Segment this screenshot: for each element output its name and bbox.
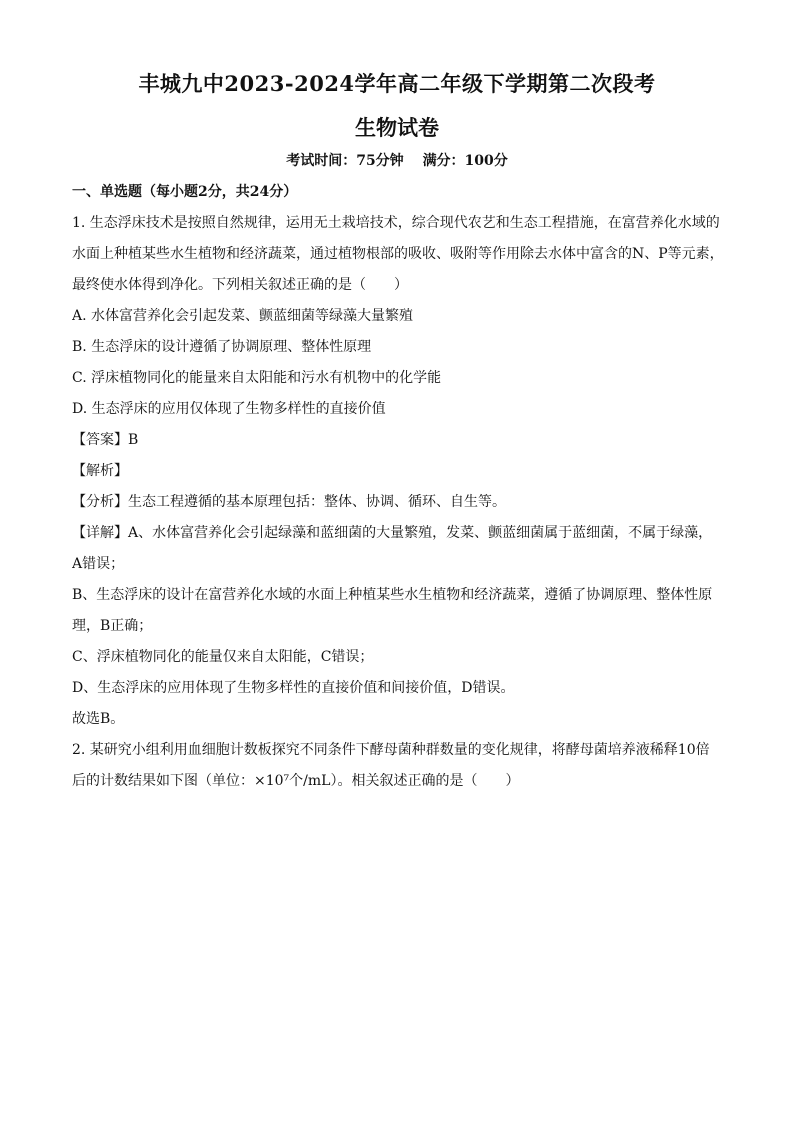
q1-option-b: B. 生态浮床的设计遵循了协调原理、整体性原理 [72, 339, 372, 355]
exam-subtitle: 生物试卷 [355, 115, 439, 140]
q1-detail-b-line-1: B、生态浮床的设计在富营养化水域的水面上种植某些水生植物和经济蔬菜，遵循了协调原理、整体性原 [72, 587, 713, 603]
q1-stem-line-1: 1. 生态浮床技术是按照自然规律，运用无土栽培技术，综合现代农艺和生态工程措施，在富营养化水域的 [72, 215, 720, 231]
exam-time: 考试时间：75分钟 [286, 153, 404, 169]
exam-info [0, 150, 794, 170]
q1-conclusion: 故选B。 [72, 711, 125, 727]
q1-detail-d: D、生态浮床的应用体现了生物多样性的直接价值和间接价值，D错误。 [72, 680, 515, 696]
exam-score: 满分：100分 [422, 153, 508, 169]
q1-option-c: C. 浮床植物同化的能量来自太阳能和污水有机物中的化学能 [72, 370, 442, 386]
section-heading: 一、单选题（每小题2分，共24分） [72, 184, 298, 200]
exam-content [72, 182, 732, 802]
q1-stem-line-2: 水面上种植某些水生植物和经济蔬菜，通过植物根部的吸收、吸附等作用除去水体中富含的N、P等元素， [72, 246, 724, 262]
q1-analysis: 【分析】生态工程遵循的基本原理包括：整体、协调、循环、自生等。 [72, 494, 506, 510]
q1-detail-a-line-1: 【详解】A、水体富营养化会引起绿藻和蓝细菌的大量繁殖，发菜、颤蓝细菌属于蓝细菌，不属于绿藻， [72, 525, 713, 541]
q1-detail-a-line-2: A错误； [72, 556, 125, 572]
q2-stem-line-2: 后的计数结果如下图（单位：×10⁷个/mL）。相关叙述正确的是（ ） [72, 773, 520, 789]
q1-analysis-tag: 【解析】 [72, 463, 128, 479]
q2-stem-line-1: 2. 某研究小组利用血细胞计数板探究不同条件下酵母菌种群数量的变化规律，将酵母菌培养液稀释10倍 [72, 742, 710, 758]
q1-stem-line-3: 最终使水体得到净化。下列相关叙述正确的是（ ） [72, 277, 408, 293]
q1-option-a: A. 水体富营养化会引起发菜、颤蓝细菌等绿藻大量繁殖 [72, 308, 414, 324]
q1-detail-b-line-2: 理，B正确； [72, 618, 153, 634]
q1-detail-c: C、浮床植物同化的能量仅来自太阳能，C错误； [72, 649, 374, 665]
exam-title: 丰城九中2023-2024学年高二年级下学期第二次段考 [138, 71, 656, 96]
q1-option-d: D. 生态浮床的应用仅体现了生物多样性的直接价值 [72, 401, 386, 417]
q1-answer: 【答案】B [72, 432, 139, 448]
